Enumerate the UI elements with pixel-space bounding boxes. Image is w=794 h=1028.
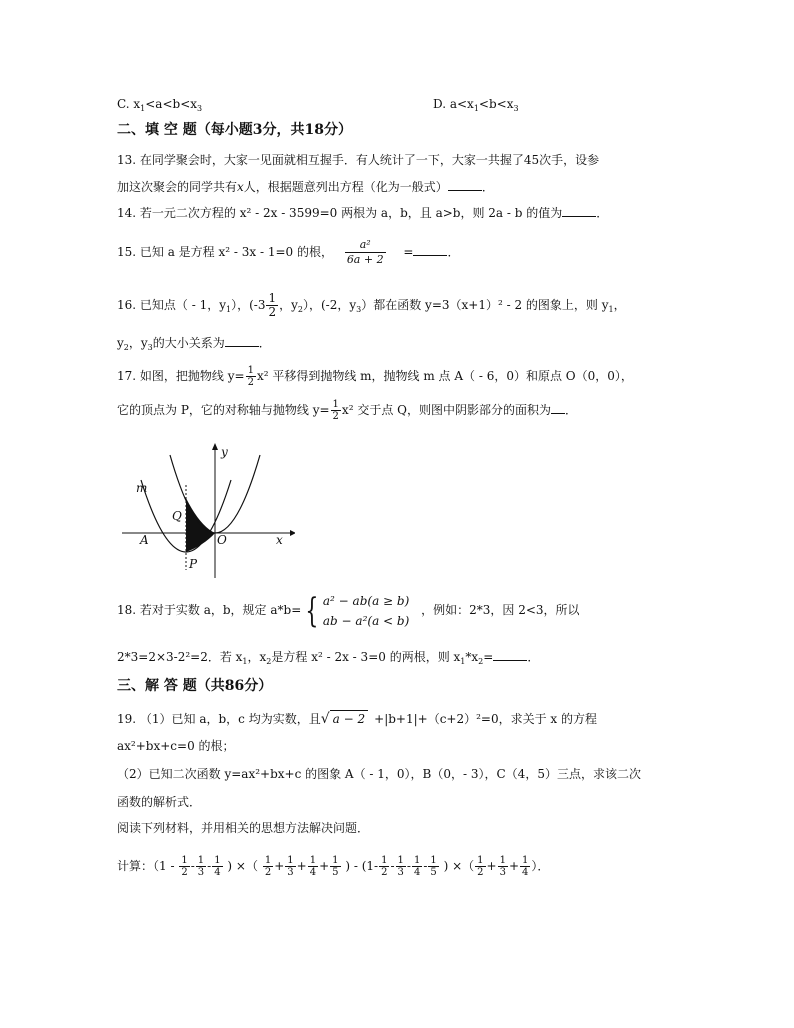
calc-label: 计算：（1 -: [117, 859, 175, 873]
q16-fraction: [266, 292, 278, 319]
q16-sub3: 3: [356, 305, 362, 314]
calc-op: +: [274, 859, 285, 873]
q15-equals: =: [403, 245, 414, 259]
section2-title: 二、填 空 题（每小题3分，共18分）: [117, 122, 352, 138]
calc-op: -: [406, 859, 411, 873]
q17-text-b: x² 平移得到抛物线 m，抛物线 m 点 A（ - 6，0）和原点 O（0，0），: [256, 369, 633, 383]
q13-answer-blank[interactable]: [448, 178, 482, 191]
option-c: [117, 96, 202, 117]
calc-f12: $\frac{1}{2}$: [477, 855, 484, 878]
q18-l2-text-a: 2*3=2×3-2²=2．若 x: [117, 650, 243, 664]
q16-text-d: ），(-2，y: [302, 298, 357, 312]
calc-op: -: [207, 859, 212, 873]
q19-line4: 函数的解析式．: [117, 795, 202, 809]
q17-text-d: x² 交于点 Q，则图中阴影部分的面积为: [341, 403, 551, 417]
q17-answer-blank[interactable]: [551, 401, 565, 414]
calc-f8: $\frac{1}{2}$: [381, 855, 388, 878]
q18-line2: [117, 648, 539, 670]
calc-f4: $\frac{1}{2}$: [264, 855, 272, 878]
q18-case-1: a² − ab(a ≥ b): [322, 593, 410, 608]
q15-fraction: [345, 238, 386, 267]
q14-end: ．: [596, 206, 609, 220]
q16-l2-sub2: 3: [147, 343, 153, 352]
q13-line2: [117, 178, 494, 195]
calc-part4: ）．: [531, 859, 550, 873]
option-d: [433, 96, 519, 117]
calc-part3: ) ×（: [443, 859, 475, 873]
option-c-sub2: 3: [197, 104, 203, 113]
sqrt-sign: √: [320, 711, 330, 727]
q18-text-b: ，例如：2*3，因 2<3，所以: [421, 603, 580, 617]
q16-l2-text-b: ，y: [128, 336, 148, 350]
q17-text-c: 它的顶点为 P，它的对称轴与抛物线 y=: [117, 403, 330, 417]
q15-numerator: a²: [345, 238, 386, 253]
q17-fraction-2: [331, 399, 341, 422]
q14-answer-blank[interactable]: [562, 204, 596, 217]
calc-f14: $\frac{1}{4}$: [522, 855, 529, 878]
q17-line2: [117, 396, 577, 424]
calc-f5: $\frac{1}{3}$: [287, 855, 294, 878]
calc-op: -: [423, 859, 428, 873]
q19-text-a: 19. （1）已知 a，b，c 均为实数，且: [117, 712, 321, 726]
q18-cases: [323, 591, 409, 631]
q17-end: ．: [564, 403, 577, 417]
label-q: Q: [172, 509, 182, 523]
q13-text-a: 加这次聚会的同学共有: [117, 180, 238, 194]
option-d-sub1: 1: [473, 104, 479, 113]
label-m: m: [136, 481, 148, 495]
q19-line3: （2）已知二次函数 y=ax²+bx+c 的图象 A（ - 1，0），B（0，- 3），C（4，5）三点，求该二次: [117, 767, 641, 781]
q18-case-2: ab − a²(a < b): [322, 613, 410, 628]
calc-op: -: [390, 859, 395, 873]
calc-f10: $\frac{1}{4}$: [413, 855, 421, 878]
q16-l2-text-c: 的大小关系为: [152, 336, 225, 350]
q18-l2-end: ．: [527, 650, 540, 664]
q16-sub4: 1: [608, 305, 614, 314]
q16-l2-sub1: 2: [123, 343, 129, 352]
calc-part1: ) ×（: [227, 859, 258, 873]
q17-frac1-num: 1: [247, 365, 254, 376]
q16-sub1: 1: [226, 305, 232, 314]
q16-frac-num: 1: [268, 291, 277, 305]
q17-text-a: 17. 如图，把抛物线 y=: [117, 369, 245, 383]
q16-text-f: ，: [613, 298, 626, 312]
calc-f2: $\frac{1}{3}$: [197, 855, 205, 878]
q16-l2-end: ．: [258, 336, 271, 350]
label-y: y: [221, 445, 228, 459]
q18-sub3: 1: [460, 657, 466, 666]
q14-text: 14. 若一元二次方程的 x² - 2x - 3599=0 两根为 a，b，且 a>b，则 2a - b 的值为: [117, 206, 563, 220]
q15-end: ．: [447, 245, 460, 259]
q16-text-b: ），(-3: [231, 298, 266, 312]
label-x: x: [276, 533, 283, 547]
q18-sub2: 2: [266, 657, 272, 666]
section3-title: 三、解 答 题（共86分）: [117, 678, 273, 694]
q16-text-a: 16. 已知点（ - 1，y: [117, 298, 226, 312]
calc-f3: $\frac{1}{4}$: [214, 855, 221, 878]
option-d-text-a: D. a<x: [433, 97, 474, 111]
q16-answer-blank[interactable]: [225, 334, 259, 347]
label-p: P: [189, 557, 198, 571]
q18-l2-text-b: ，x: [247, 650, 267, 664]
option-c-sub1: 1: [140, 104, 146, 113]
q16-text-e: ）都在函数 y=3（x+1）² - 2 的图象上，则 y: [361, 298, 609, 312]
q17-fraction-1: [246, 365, 256, 388]
calc-op: +: [319, 859, 330, 873]
q16-sub2: 2: [297, 305, 303, 314]
q18-answer-blank[interactable]: [493, 648, 527, 661]
q19-text-b: +|b+1|+（c+2）²=0，求关于 x 的方程: [374, 712, 598, 726]
q15-denominator: 6a + 2: [346, 253, 384, 266]
calc-op: +: [486, 859, 497, 873]
calc-f11: $\frac{1}{5}$: [430, 855, 437, 878]
calc-line: [117, 850, 549, 882]
q15-line: [117, 234, 459, 270]
q16-text-c: ，y: [279, 298, 298, 312]
parabola-figure: [120, 440, 295, 580]
q16-l2-text-a: y: [117, 336, 124, 350]
q18-l2-text-c: 是方程 x² - 2x - 3=0 的两根，则 x: [271, 650, 461, 664]
label-a: A: [140, 533, 149, 547]
q14-line: [117, 204, 608, 221]
calc-op: -: [190, 859, 195, 873]
q18-line1: [117, 588, 580, 632]
calc-f6: $\frac{1}{4}$: [309, 855, 317, 878]
label-o: O: [217, 533, 227, 547]
calc-f9: $\frac{1}{3}$: [397, 855, 404, 878]
calc-f13: $\frac{1}{3}$: [499, 855, 506, 878]
calc-part2: ) - (1-: [345, 859, 379, 873]
q13-text-c: ．: [481, 180, 494, 194]
q16-frac-den: 2: [268, 305, 277, 319]
q16-line2: [117, 334, 271, 356]
calc-op: +: [296, 859, 307, 873]
option-c-text-a: C. x: [117, 97, 141, 111]
q13-line1: 13. 在同学聚会时，大家一见面就相互握手．有人统计了一下，大家一共握了45次手，设参: [117, 153, 600, 167]
option-d-sub2: 3: [513, 104, 519, 113]
y-axis-arrow: [212, 443, 218, 450]
q18-sub4: 2: [478, 657, 484, 666]
q18-sub1: 1: [242, 657, 248, 666]
calc-f7: $\frac{1}{5}$: [332, 855, 339, 878]
q18-text-a: 18. 若对于实数 a，b，规定 a*b=: [117, 603, 302, 617]
q19-sqrt: a − 2: [330, 710, 368, 727]
option-c-text-b: <a<b<x: [145, 97, 198, 111]
q18-l2-text-d: *x: [465, 650, 479, 664]
q17-frac2-den: 2: [332, 411, 339, 422]
calc-f1: $\frac{1}{2}$: [181, 855, 188, 878]
q19-line2: ax²+bx+c=0 的根；: [117, 739, 235, 753]
q15-text: 15. 已知 a 是方程 x² - 3x - 1=0 的根，: [117, 245, 333, 259]
x-axis-arrow: [290, 530, 295, 536]
q18-brace: {: [305, 590, 319, 631]
option-d-text-b: <b<x: [478, 97, 514, 111]
calc-op: +: [508, 859, 520, 873]
q13-text-b: 人，根据题意列出方程（化为一般式）: [243, 180, 448, 194]
q18-l2-text-e: =: [483, 650, 494, 664]
q16-line1: [117, 290, 626, 325]
q19-line5: 阅读下列材料，并用相关的思想方法解决问题．: [117, 821, 370, 835]
q17-frac2-num: 1: [332, 399, 339, 410]
q19-line1: [117, 710, 597, 727]
q13-var-x: x: [237, 180, 244, 194]
q17-frac1-den: 2: [247, 377, 254, 388]
q17-line1: [117, 362, 633, 390]
q15-answer-blank[interactable]: [413, 243, 447, 256]
